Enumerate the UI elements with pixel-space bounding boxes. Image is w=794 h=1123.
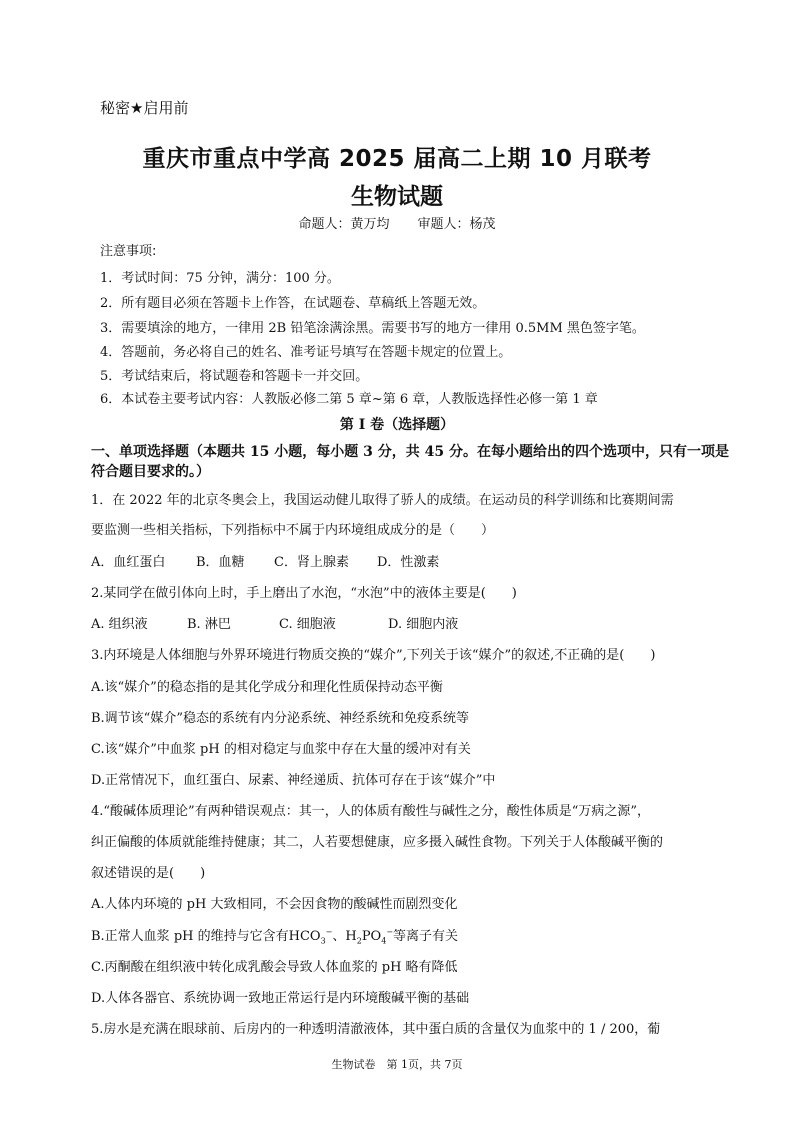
authors-line	[0, 213, 794, 232]
setter: 命题人：黄万均	[298, 217, 390, 232]
option-b: B．血糖	[196, 555, 245, 570]
option-d: D.正常情况下，血红蛋白、尿素、神经递质、抗体可存在于该“媒介”中	[91, 773, 496, 788]
bicarbonate-ion: $HCO_3^-$	[288, 927, 333, 946]
section-heading-cont: 符合题目要求的。）	[91, 464, 210, 480]
option-b: B. 淋巴	[187, 617, 231, 632]
subject-title: 生物试题	[351, 184, 443, 210]
option-a: A.人体内环境的 pH 大致相同，不会因食物的酸碱性而剧烈变化	[91, 897, 458, 912]
option-d: D. 细胞内液	[388, 617, 459, 632]
question-3-stem: 3.内环境是人体细胞与外界环境进行物质交换的“媒介”,下列关于该“媒介”的叙述,不正确的是( )	[91, 648, 656, 663]
note-item: 3．需要填涂的地方，一律用 2B 铅笔涂满涂黑。需要书写的地方一律用 0.5MM 黑色签字笔。	[100, 321, 645, 336]
option-a: A. 组织液	[91, 617, 148, 632]
notes-heading: 注意事项:	[100, 244, 157, 259]
exam-title: 重庆市重点中学高 2025 届高二上期 10 月联考	[142, 146, 652, 172]
part-title: 第 I 卷（选择题）	[339, 417, 455, 433]
question-4-stem: 4.“酸碱体质理论”有两种错误观点：其一，人的体质有酸性与碱性之分，酸性体质是“万病之源”，	[91, 804, 650, 819]
option-d: D.人体各器官、系统协调一致地正常运行是内环境酸碱平衡的基础	[91, 991, 470, 1006]
reviewer: 审题人：杨茂	[417, 217, 496, 232]
confidential-mark: 秘密★启用前	[100, 99, 189, 117]
question-1-options	[91, 551, 439, 570]
option-b: B.调节该“媒介”稳态的系统有内分泌系统、神经系统和免疫系统等	[91, 711, 469, 726]
question-4-stem-end: 叙述错误的是( )	[91, 866, 206, 881]
question-1-stem-cont: 要监测一些相关指标，下列指标中不属于内环境组成成分的是（ ）	[91, 523, 495, 538]
note-item: 2．所有题目必须在答题卡上作答，在试题卷、草稿纸上答题无效。	[100, 296, 486, 311]
option-c: C.丙酮酸在组织液中转化成乳酸会导致人体血浆的 pH 略有降低	[91, 960, 458, 975]
question-2-options	[91, 613, 458, 632]
option-c: C.该“媒介”中血浆 pH 的相对稳定与血浆中存在大量的缓冲对有关	[91, 742, 471, 757]
section-heading: 一、单项选择题（本题共 15 小题，每小题 3 分，共 45 分。在每小题给出的四个选项中，只有一项是	[91, 444, 729, 460]
option-a: A.该“媒介”的稳态指的是其化学成分和理化性质保持动态平衡	[91, 680, 443, 695]
note-item: 6．本试卷主要考试内容：人教版必修二第 5 章~第 6 章，人教版选择性必修一第 1 章	[100, 392, 598, 407]
note-item: 1．考试时间：75 分钟，满分：100 分。	[100, 271, 340, 286]
option-c: C. 细胞液	[279, 617, 336, 632]
option-c: C．肾上腺素	[274, 555, 349, 570]
note-item: 4．答题前，务必将自己的姓名、准考证号填写在答题卡规定的位置上。	[100, 345, 512, 360]
question-5-stem: 5.房水是充满在眼球前、后房内的一种透明清澈液体，其中蛋白质的含量仅为血浆中的 1 / 200，葡	[91, 1022, 661, 1037]
option-d: D．性激素	[377, 555, 440, 570]
option-a: A．血红蛋白	[91, 555, 166, 570]
note-item: 5．考试结束后，将试题卷和答题卡一并交回。	[100, 369, 369, 384]
question-1-stem: 1．在 2022 年的北京冬奥会上，我国运动健儿取得了骄人的成绩。在运动员的科学训练和比赛期间需	[91, 493, 674, 508]
page-footer: 生物试卷 第 1页，共 7页	[331, 1058, 463, 1071]
dihydrogen-phosphate-ion: $H_2PO_4^-$	[345, 927, 394, 946]
option-b: B.正常人血浆 pH 的维持与它含有$HCO_3^-$、$H_2PO_4^-$等离子有关	[91, 927, 459, 946]
question-4-stem-cont: 纠正偏酸的体质就能维持健康；其二，人若要想健康，应多摄入碱性食物。下列关于人体酸碱平衡的	[91, 835, 664, 850]
question-2-stem: 2.某同学在做引体向上时，手上磨出了水泡，“水泡”中的液体主要是( )	[91, 586, 517, 601]
